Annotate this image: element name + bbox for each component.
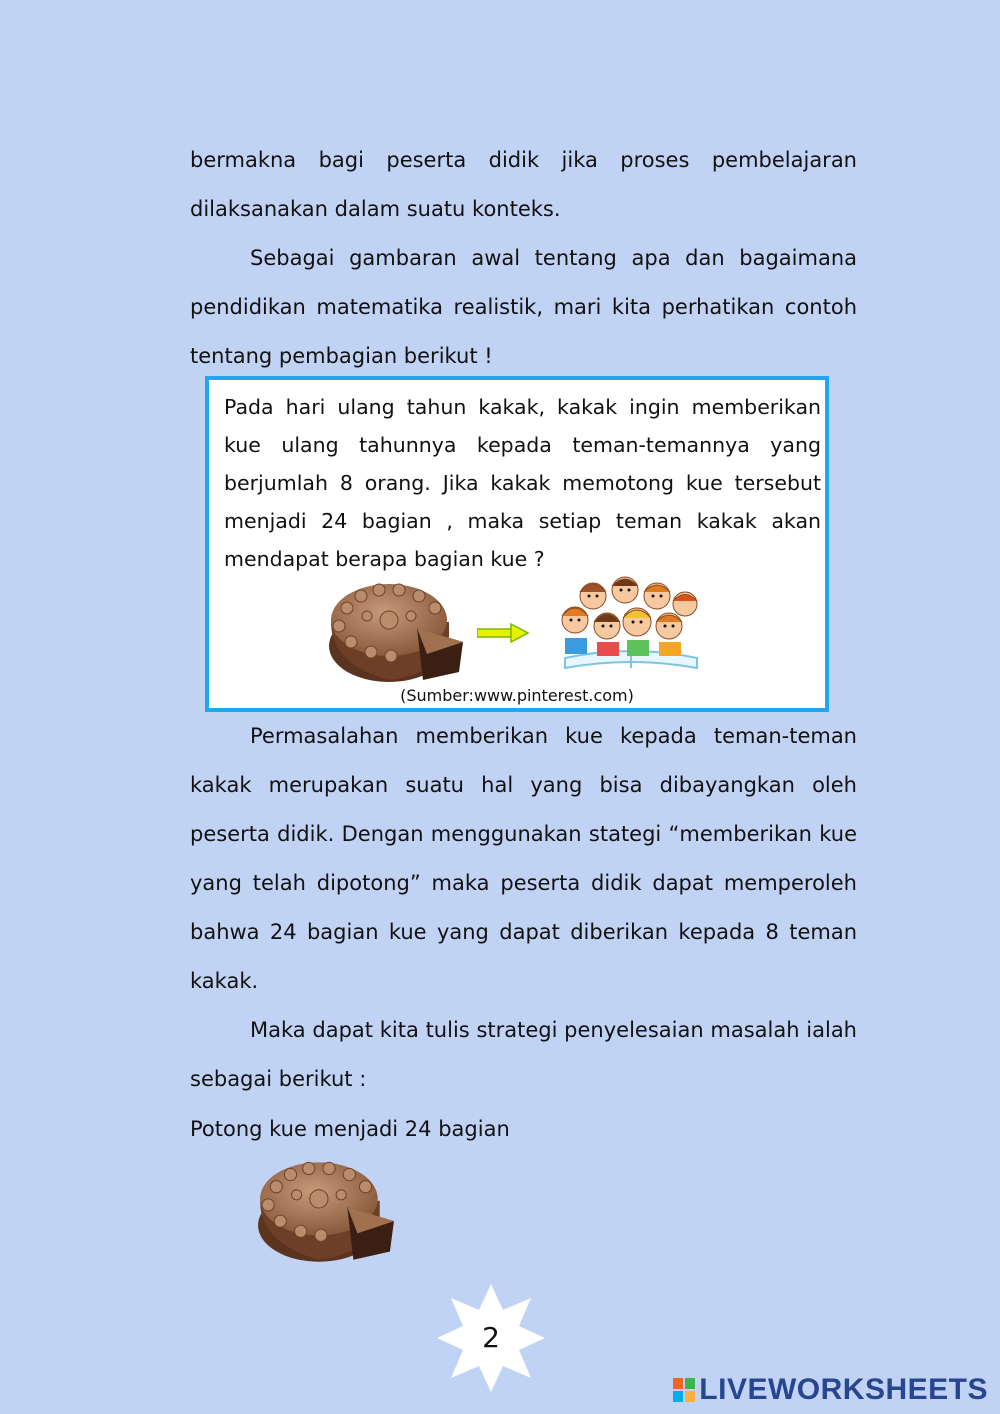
- liveworksheets-logo-icon: [673, 1378, 695, 1402]
- cake-illustration: [256, 1150, 398, 1270]
- problem-text: Pada hari ulang tahun kakak, kakak ingin memberikan kue ulang tahunnya kepada teman-temannya yang berjumlah 8 orang. Jika kakak memotong kue tersebut menjadi 24 bagian , maka setiap teman kakak akan mendapat berapa bagian kue ?: [224, 395, 821, 571]
- liveworksheets-brand[interactable]: [673, 1372, 988, 1408]
- paragraph-intro-continuation: bermakna bagi peserta didik jika proses pembelajaran dilaksanakan dalam suatu konteks.: [190, 148, 857, 221]
- problem-box: [205, 376, 829, 712]
- arrow-right-icon: [477, 623, 529, 643]
- strategy-step-1: Potong kue menjadi 24 bagian: [190, 1117, 510, 1141]
- paragraph-realistic-math-intro: Sebagai gambaran awal tentang apa dan bagaimana pendidikan matematika realistik, mari kita perhatikan contoh tentang pembagian berikut !: [190, 246, 857, 368]
- paragraph-explanation: Permasalahan memberikan kue kepada teman-teman kakak merupakan suatu hal yang bisa dibayangkan oleh peserta didik. Dengan menggunakan stategi “memberikan kue yang telah dipotong” maka peserta didik dapat memperoleh bahwa 24 bagian kue yang dapat diberikan kepada 8 teman kakak.: [190, 724, 857, 993]
- image-source-caption: (Sumber:www.pinterest.com): [400, 686, 634, 705]
- cake-illustration: [327, 576, 467, 686]
- brand-name: LIVEWORKSHEETS: [699, 1373, 988, 1406]
- page-number: 2: [482, 1321, 500, 1354]
- children-reading-illustration: [545, 574, 717, 672]
- paragraph-strategy-intro: Maka dapat kita tulis strategi penyelesaian masalah ialah sebagai berikut :: [190, 1018, 857, 1091]
